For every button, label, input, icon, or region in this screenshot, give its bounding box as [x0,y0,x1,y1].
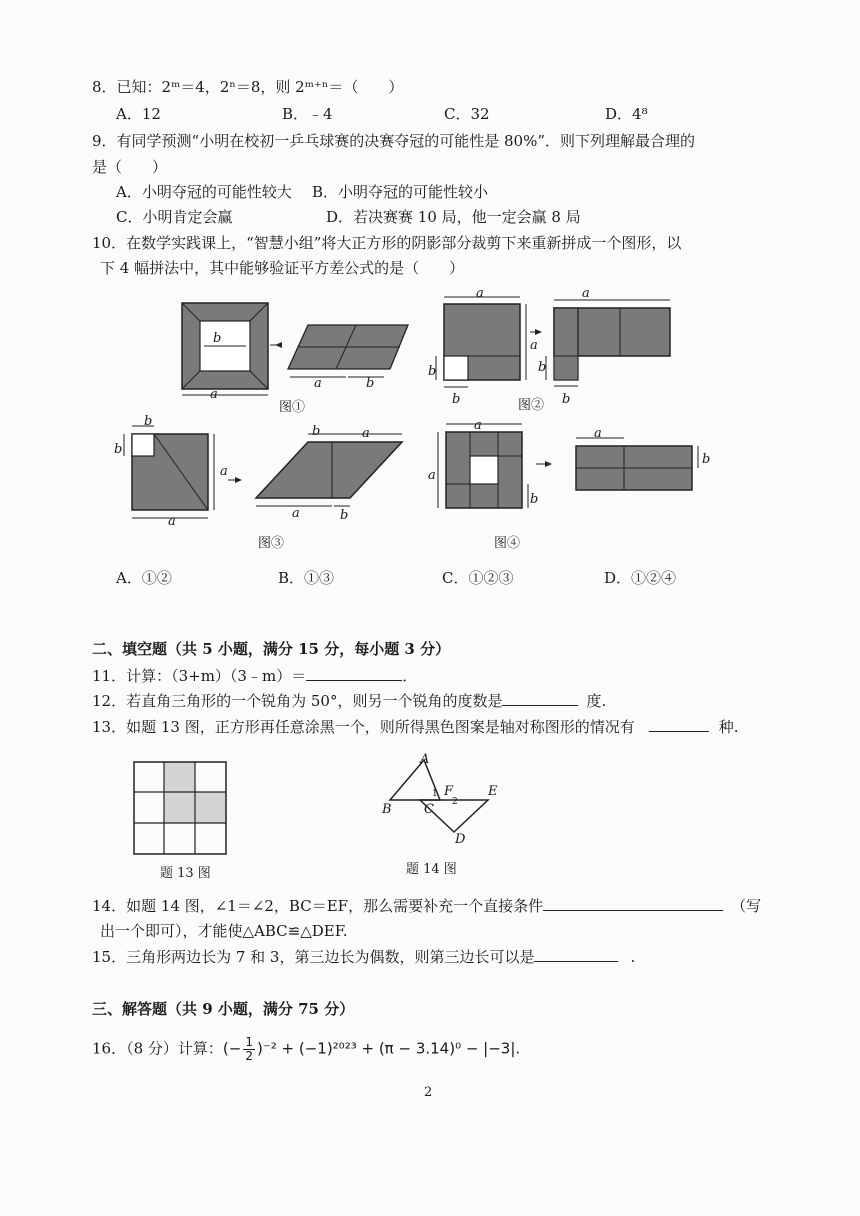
q13-answer-blank[interactable] [649,717,709,732]
q15-end: . [630,948,636,966]
fig2-label-a2: a [530,338,538,353]
fig2-label-a3: a [582,286,590,301]
q16-fraction [243,1036,255,1063]
q9-option-d: D．若决赛赛 10 局，他一定会赢 8 局 [326,208,581,226]
q14-label-f: F [444,784,454,799]
question-15 [92,946,635,969]
q14-label-a: A [420,752,430,767]
q14-text: 14．如题 14 图，∠1＝∠2，BC＝EF，那么需要补充一个直接条件 [92,897,544,915]
fig2-label-b2: b [452,392,461,407]
fig3-label-a2: a [168,514,176,529]
q11-text: 11．计算：（3+m）（3﹣m）＝ [92,667,307,685]
q16-expr-rest: )⁻² + (−1)²⁰²³ + (π − 3.14)⁰ − |−3|. [256,1039,521,1058]
question-8-stem: 8．已知：2ᵐ＝4，2ⁿ＝8，则 2ᵐ⁺ⁿ＝（ ） [92,78,404,96]
q13-text: 13．如题 13 图，正方形再任意涂黑一个，则所得黑色图案是轴对称图形的情况有 [92,718,635,736]
q13-unit: 种. [718,718,739,736]
q14-figure-caption: 题 14 图 [406,862,457,877]
figure-1-caption: 图① [279,400,306,415]
q13-figure-caption: 题 13 图 [160,866,211,881]
q16-frac-den: 2 [245,1049,253,1064]
q15-answer-blank[interactable] [534,947,618,962]
q12-unit: 度. [586,692,607,710]
figure-2 [424,292,694,402]
question-11 [92,665,417,688]
fig2-label-b4: b [562,392,571,407]
fig3-label-b2: b [114,442,123,457]
fig3-label-b4: b [340,508,349,523]
q15-text: 15．三角形两边长为 7 和 3，第三边长为偶数，则第三边长可以是 [92,948,535,966]
fig3-label-a4: a [292,506,300,521]
figure-4 [424,418,704,528]
section-2-title: 二、填空题（共 5 小题，满分 15 分，每小题 3 分） [92,640,451,658]
q9-option-b: B．小明夺冠的可能性较小 [312,183,489,201]
fig4-label-b: b [530,492,539,507]
q10-option-c: C．①②③ [442,569,514,587]
fig3-label-a: a [220,464,228,479]
q16-prefix: 16．（8 分）计算： [92,1039,223,1058]
fig1-label-b2: b [366,376,375,391]
q8-option-c: C．32 [444,105,490,123]
q10-option-a: A．①② [116,569,172,587]
q14-label-angle2: 2 [452,797,458,807]
question-14-line2: 出一个即可），才能使△ABC≌△DEF. [100,922,348,940]
question-12 [92,690,606,713]
q12-answer-blank[interactable] [502,691,578,706]
question-10-stem-line2: 下 4 幅拼法中，其中能够验证平方差公式的是（ ） [100,259,465,277]
figure-2-caption: 图② [518,398,545,413]
q8-option-b: B．﹣4 [282,105,333,123]
fig2-label-a: a [476,286,484,301]
fig4-label-b2: b [702,452,711,467]
q14-answer-blank[interactable] [543,896,723,911]
figure-4-caption: 图④ [494,536,521,551]
q11-end: ． [402,667,418,685]
q14-label-b: B [382,802,392,817]
q9-option-a: A．小明夺冠的可能性较大 [116,183,292,201]
fig4-label-a3: a [594,426,602,441]
q11-answer-blank[interactable] [306,666,402,681]
q8-option-a: A．12 [116,105,161,123]
question-13 [92,716,739,739]
question-9-stem-line1: 9．有同学预测“小明在校初一乒乓球赛的决赛夺冠的可能性是 80%”．则下列理解最合理的 [92,132,695,150]
fig3-label-b3: b [312,424,321,439]
figure-3-caption: 图③ [258,536,285,551]
q12-text: 12．若直角三角形的一个锐角为 50°，则另一个锐角的度数是 [92,692,503,710]
fig3-label-a3: a [362,426,370,441]
fig1-label-a: a [210,387,218,402]
question-14-line1 [92,895,761,918]
q16-frac-num: 1 [245,1035,253,1049]
q8-option-d: D．4⁸ [605,105,648,123]
q16-expr-open: (− [222,1039,242,1058]
fig2-label-b: b [428,364,437,379]
page-number: 2 [424,1085,433,1100]
q14-label-e: E [488,784,498,799]
fig2-label-b3: b [538,360,547,375]
q10-option-d: D．①②④ [604,569,677,587]
figure-1 [170,295,420,405]
q14-label-d: D [455,832,466,847]
q14-label-angle1: 1 [432,789,438,799]
question-16 [92,1036,520,1063]
question-9-stem-line2: 是（ ） [92,158,168,176]
figure-q13-grid [134,762,226,854]
fig4-label-a: a [474,418,482,433]
fig1-label-a2: a [314,376,322,391]
q14-end: （写 [731,897,762,915]
fig4-label-a2: a [428,468,436,483]
q14-label-c: C [424,802,434,817]
q9-option-c: C．小明肯定会赢 [116,208,233,226]
fig1-label-b: b [213,331,222,346]
q10-option-b: B．①③ [278,569,335,587]
fig3-label-b: b [144,414,153,429]
question-10-stem-line1: 10．在数学实践课上，“智慧小组”将大正方形的阴影部分裁剪下来重新拼成一个图形，以 [92,234,682,252]
section-3-title: 三、解答题（共 9 小题，满分 75 分） [92,1000,355,1018]
